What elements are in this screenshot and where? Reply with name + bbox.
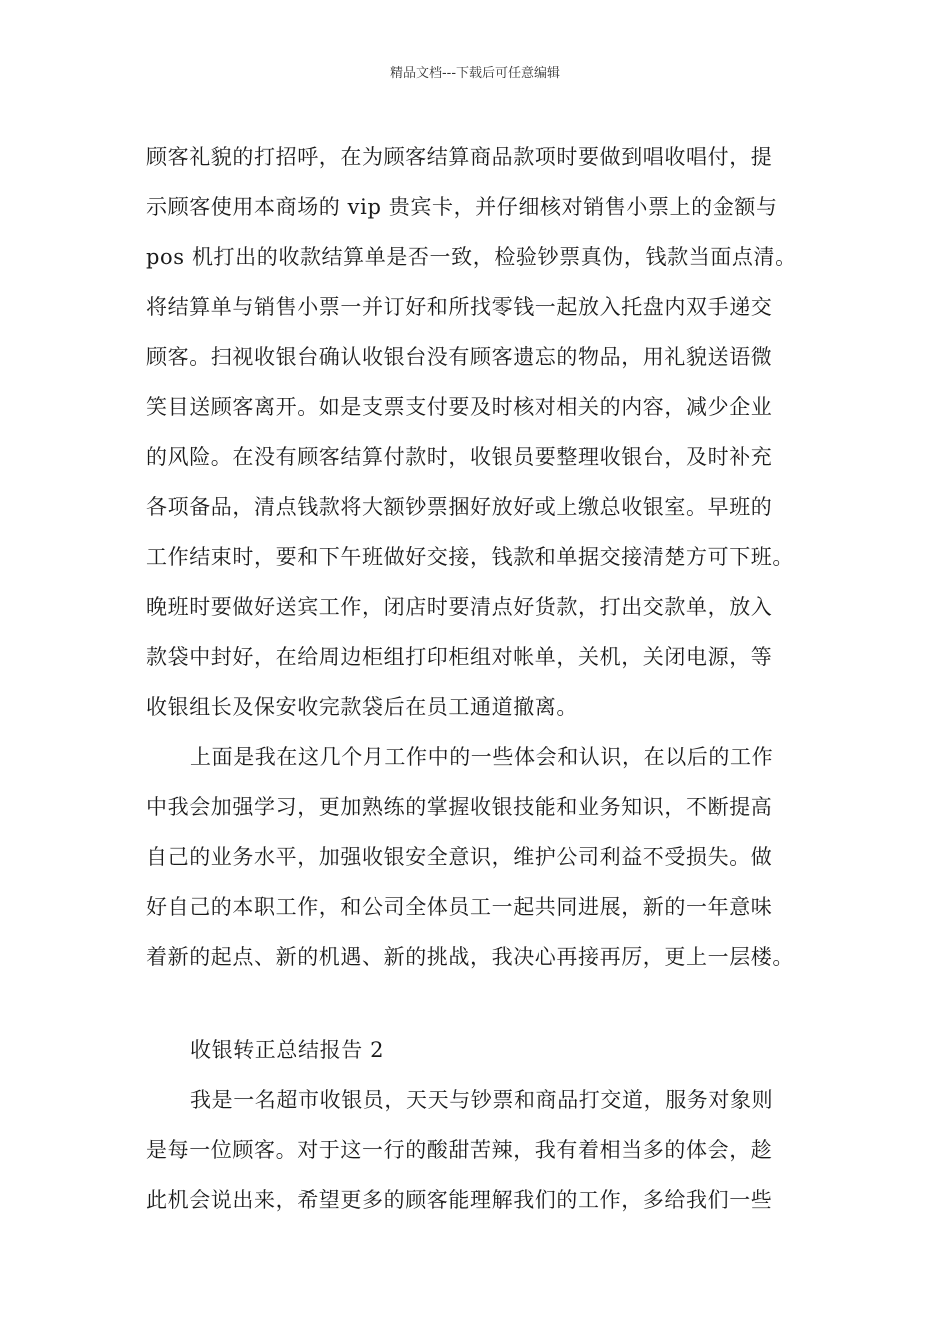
text-line: 顾客。扫视收银台确认收银台没有顾客遗忘的物品，用礼貌送语微: [146, 345, 773, 369]
text-line: 是每一位顾客。对于这一行的酸甜苦辣，我有着相当多的体会，趁: [146, 1138, 773, 1162]
text-line: 收银组长及保安收完款袋后在员工通道撤离。: [146, 695, 578, 719]
text-line: 示顾客使用本商场的 vip 贵宾卡，并仔细核对销售小票上的金额与: [146, 195, 778, 219]
text-line: 好自己的本职工作，和公司全体员工一起共同进展，新的一年意味: [146, 895, 773, 919]
text-line: 各项备品，清点钱款将大额钞票捆好放好或上缴总收银室。早班的: [146, 495, 773, 519]
text-line: pos 机打出的收款结算单是否一致，检验钞票真伪，钱款当面点清。: [146, 245, 797, 269]
text-line: 笑目送顾客离开。如是支票支付要及时核对相关的内容，减少企业: [146, 395, 773, 419]
paragraph-3: [146, 1075, 846, 1225]
paragraph-spacer: [146, 982, 846, 1025]
document-body: [146, 132, 846, 1225]
text-line: 此机会说出来，希望更多的顾客能理解我们的工作，多给我们一些: [146, 1188, 773, 1212]
text-line: 自己的业务水平，加强收银安全意识，维护公司利益不受损失。做: [146, 845, 773, 869]
text-line: 上面是我在这几个月工作中的一些体会和认识，在以后的工作: [190, 745, 774, 769]
paragraph-2: [146, 732, 846, 982]
text-line: 着新的起点、新的机遇、新的挑战，我决心再接再厉，更上一层楼。: [146, 945, 794, 969]
text-line: 的风险。在没有顾客结算付款时，收银员要整理收银台，及时补充: [146, 445, 773, 469]
section-title: 收银转正总结报告 2: [190, 1038, 385, 1062]
text-line: 工作结束时，要和下午班做好交接，钱款和单据交接清楚方可下班。: [146, 545, 794, 569]
text-line: 我是一名超市收银员，天天与钞票和商品打交道，服务对象则: [190, 1088, 774, 1112]
paragraph-1: [146, 132, 846, 732]
page-header: 精品文档---下载后可任意编辑: [389, 66, 561, 81]
text-line: 将结算单与销售小票一并订好和所找零钱一起放入托盘内双手递交: [146, 295, 773, 319]
text-line: 顾客礼貌的打招呼，在为顾客结算商品款项时要做到唱收唱付，提: [146, 145, 773, 169]
text-line: 中我会加强学习，更加熟练的掌握收银技能和业务知识，不断提高: [146, 795, 773, 819]
text-line: 晚班时要做好送宾工作，闭店时要清点好货款，打出交款单，放入: [146, 595, 773, 619]
text-line: 款袋中封好，在给周边柜组打印柜组对帐单，关机，关闭电源，等: [146, 645, 773, 669]
